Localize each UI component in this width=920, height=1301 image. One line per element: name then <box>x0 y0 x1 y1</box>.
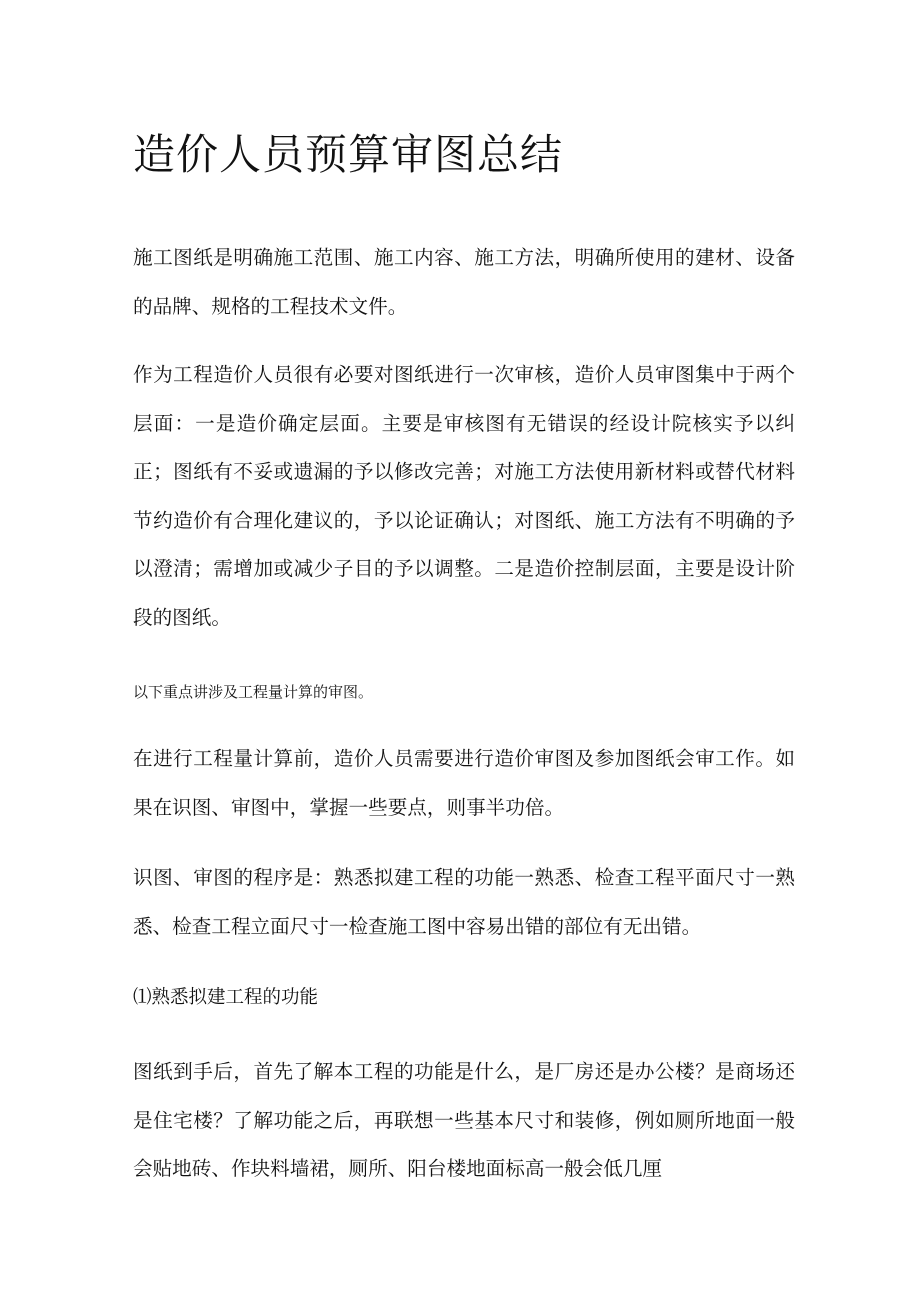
document-title: 造价人员预算审图总结 <box>133 130 564 179</box>
paragraph-review-procedure: 识图、审图的程序是：熟悉拟建工程的功能一熟悉、检查工程平面尺寸一熟悉、检查工程立面尺寸一检查施工图中容易出错的部位有无出错。 <box>133 866 795 938</box>
paragraph-focus-note: 以下重点讲涉及工程量计算的审图。 <box>133 683 374 701</box>
section-heading-function: ⑴熟悉拟建工程的功能 <box>133 987 319 1008</box>
paragraph-before-calculation: 在进行工程量计算前，造价人员需要进行造价审图及参加图纸会审工作。如果在识图、审图中，掌握一些要点，则事半功倍。 <box>133 747 795 819</box>
paragraph-drawing-definition: 施工图纸是明确施工范围、施工内容、施工方法，明确所使用的建材、设备的品牌、规格的工程技术文件。 <box>133 246 795 318</box>
paragraph-function-detail: 图纸到手后，首先了解本工程的功能是什么，是厂房还是办公楼？是商场还是住宅楼？了解功能之后，再联想一些基本尺寸和装修，例如厕所地面一般会贴地砖、作块料墙裙，厕所、阳台楼地面标高一般会低几厘 <box>133 1060 795 1180</box>
paragraph-review-levels: 作为工程造价人员很有必要对图纸进行一次审核，造价人员审图集中于两个层面：一是造价确定层面。主要是审核图有无错误的经设计院核实予以纠正；图纸有不妥或遗漏的予以修改完善；对施工方法使用新材料或替代材料节约造价有合理化建议的，予以论证确认；对图纸、施工方法有不明确的予以澄清；需增加或减少子目的予以调整。二是造价控制层面，主要是设计阶段的图纸。 <box>133 363 795 629</box>
